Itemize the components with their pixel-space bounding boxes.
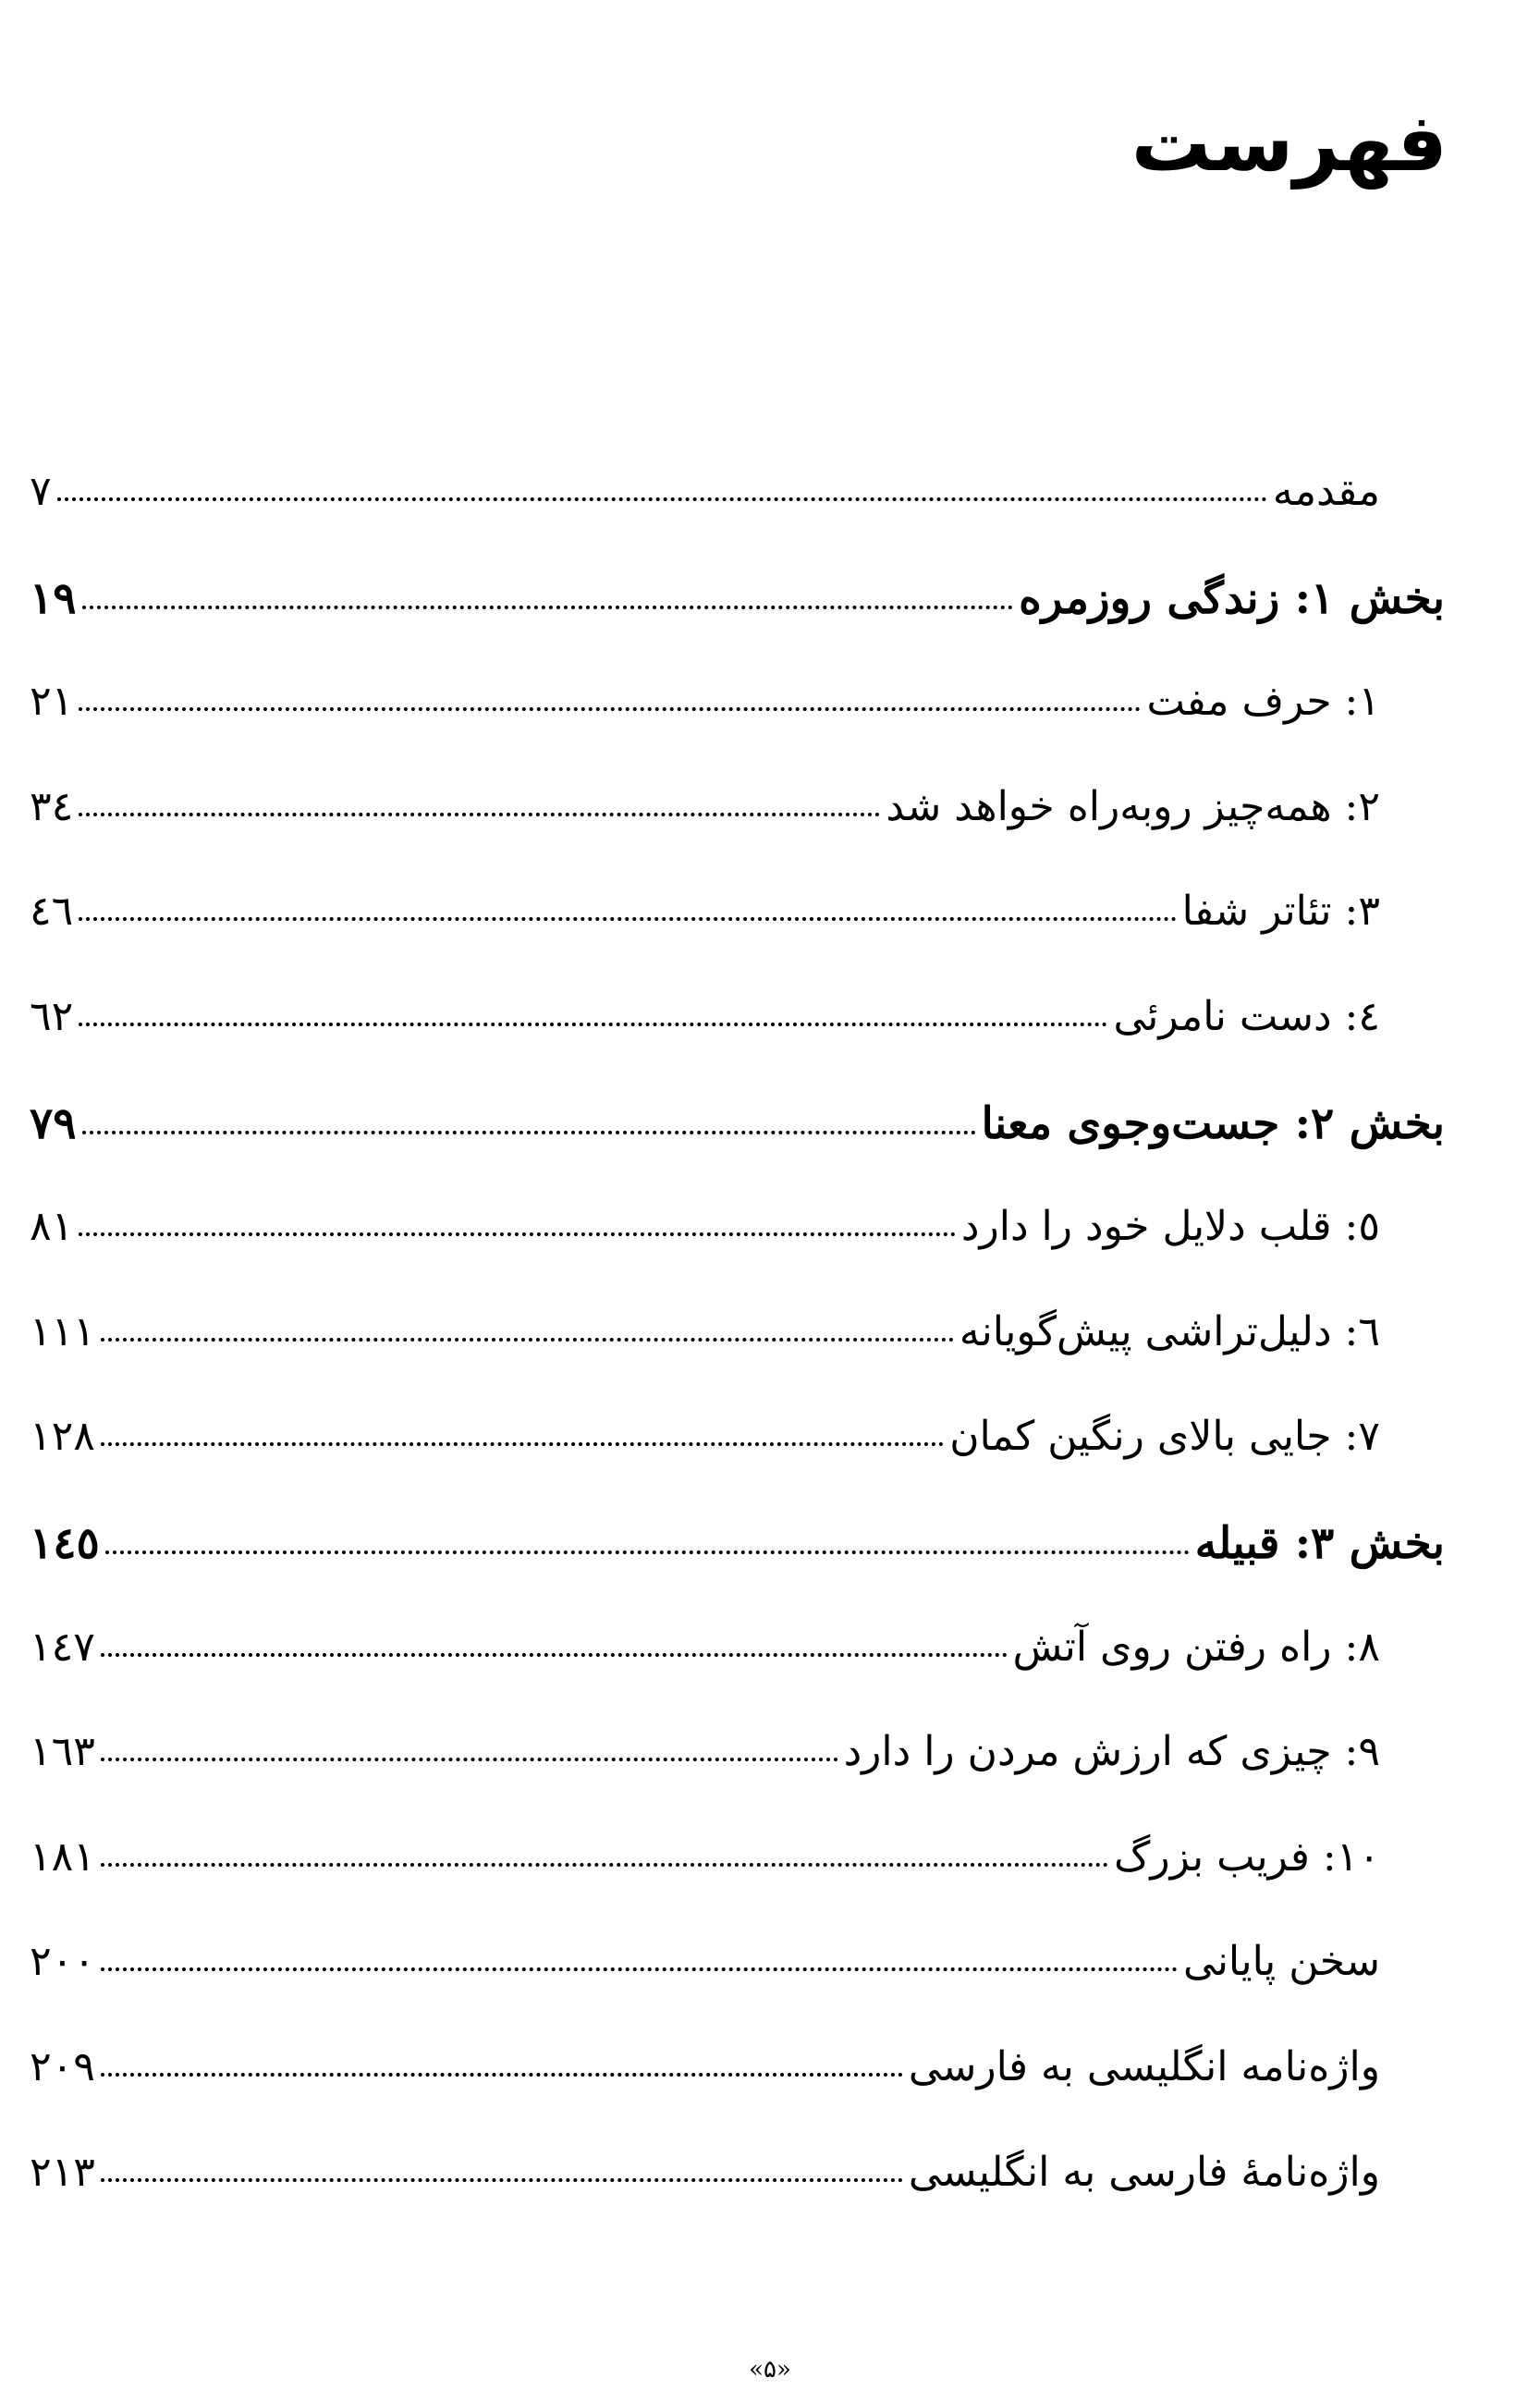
toc-entry-title: ٥: قلب دلایل خود را دارد	[960, 1203, 1380, 1251]
toc-entry-page: ٤٦	[30, 888, 74, 936]
toc-entry-title: ۱: حرف مفت	[1146, 678, 1380, 726]
toc-entry	[30, 2148, 1445, 2258]
toc-entry	[30, 1938, 1445, 2047]
dot-leader	[101, 1967, 1178, 1971]
toc-entry-page: ۲۰۰	[30, 1938, 95, 1986]
toc-entry-title: ۱۰: فریب بزرگ	[1114, 1832, 1380, 1881]
dot-leader	[79, 1023, 1107, 1026]
toc-entry	[30, 468, 1445, 577]
toc-entry-title: ۷: جایی بالای رنگین کمان	[949, 1413, 1380, 1461]
toc-entry	[30, 888, 1445, 997]
dot-leader	[101, 1442, 944, 1446]
toc-entry	[30, 2042, 1445, 2152]
dot-leader	[101, 1338, 954, 1342]
dot-leader	[101, 2178, 903, 2182]
toc-entry	[30, 1832, 1445, 1942]
dot-leader	[79, 1232, 956, 1236]
toc-entry-page: ۱۹	[30, 572, 77, 624]
toc-entry	[30, 1413, 1445, 1522]
toc-entry	[30, 782, 1445, 892]
dot-leader	[101, 1653, 1008, 1657]
toc-entry-title: مقدمه	[1272, 468, 1380, 515]
dot-leader	[101, 1863, 1108, 1867]
toc-entry	[30, 572, 1445, 682]
toc-entry-page: ۲۱	[30, 678, 74, 726]
toc-entry-page: ۸۱	[30, 1203, 74, 1251]
toc-entry-page: ۲۰۹	[30, 2042, 95, 2090]
toc-entry-title: واژه‌نامهٔ فارسی به انگلیسی	[908, 2148, 1380, 2196]
toc-entry	[30, 1097, 1445, 1207]
toc-entry-title: ۲: همه‌چیز روبه‌راه خواهد شد	[886, 782, 1380, 830]
toc-entry-title: واژه‌نامه انگلیسی به فارسی	[908, 2042, 1380, 2090]
toc-entry-page: ۱۱۱	[30, 1307, 95, 1355]
toc-entry-title: بخش ۳: قبیله	[1194, 1517, 1445, 1569]
toc-entry-page: ۳٤	[30, 782, 74, 830]
dot-leader	[79, 707, 1141, 711]
page-number: «۵»	[749, 2356, 791, 2384]
toc-entry	[30, 1728, 1445, 1837]
toc-entry-page: ۱٤٥	[30, 1517, 100, 1569]
toc-entry-page: ۱۸۱	[30, 1832, 95, 1881]
toc-entry-title: بخش ۲: جست‌وجوی معنا	[981, 1097, 1445, 1149]
toc-entry-title: ۹: چیزی که ارزش مردن را دارد	[843, 1728, 1380, 1776]
toc-entry-title: ۳: تئاتر شفا	[1181, 888, 1380, 936]
toc-entry	[30, 1307, 1445, 1417]
toc-entry	[30, 1517, 1445, 1627]
toc-entry	[30, 992, 1445, 1102]
dot-leader	[82, 1131, 976, 1134]
toc-entry	[30, 678, 1445, 787]
dot-leader	[79, 813, 880, 816]
table-of-contents	[30, 468, 1445, 2257]
dot-leader	[57, 497, 1267, 501]
toc-entry	[30, 1203, 1445, 1312]
toc-entry-title: ٦: دلیل‌تراشی پیش‌گویانه	[959, 1307, 1380, 1355]
toc-entry-page: ۱٦۳	[30, 1728, 95, 1776]
toc-entry	[30, 1623, 1445, 1733]
dot-leader	[79, 917, 1176, 921]
toc-entry-title: ٤: دست نامرئی	[1113, 992, 1380, 1040]
toc-entry-page: ۷۹	[30, 1097, 77, 1149]
toc-entry-page: ۲۱۳	[30, 2148, 95, 2196]
toc-entry-title: بخش ۱: زندگی روزمره	[1019, 572, 1445, 624]
toc-entry-page: ۱۲۸	[30, 1413, 95, 1461]
dot-leader	[105, 1550, 1190, 1554]
toc-entry-page: ٦۲	[30, 992, 74, 1040]
toc-entry-page: ۱٤۷	[30, 1623, 95, 1671]
toc-entry-title: سخن پایانی	[1183, 1938, 1380, 1986]
dot-leader	[101, 2073, 903, 2077]
dot-leader	[101, 1758, 838, 1761]
toc-entry-title: ۸: راه رفتن روی آتش	[1012, 1623, 1380, 1671]
page-title: فهرست	[1131, 97, 1448, 190]
dot-leader	[82, 606, 1014, 609]
toc-entry-page: ۷	[30, 468, 52, 515]
